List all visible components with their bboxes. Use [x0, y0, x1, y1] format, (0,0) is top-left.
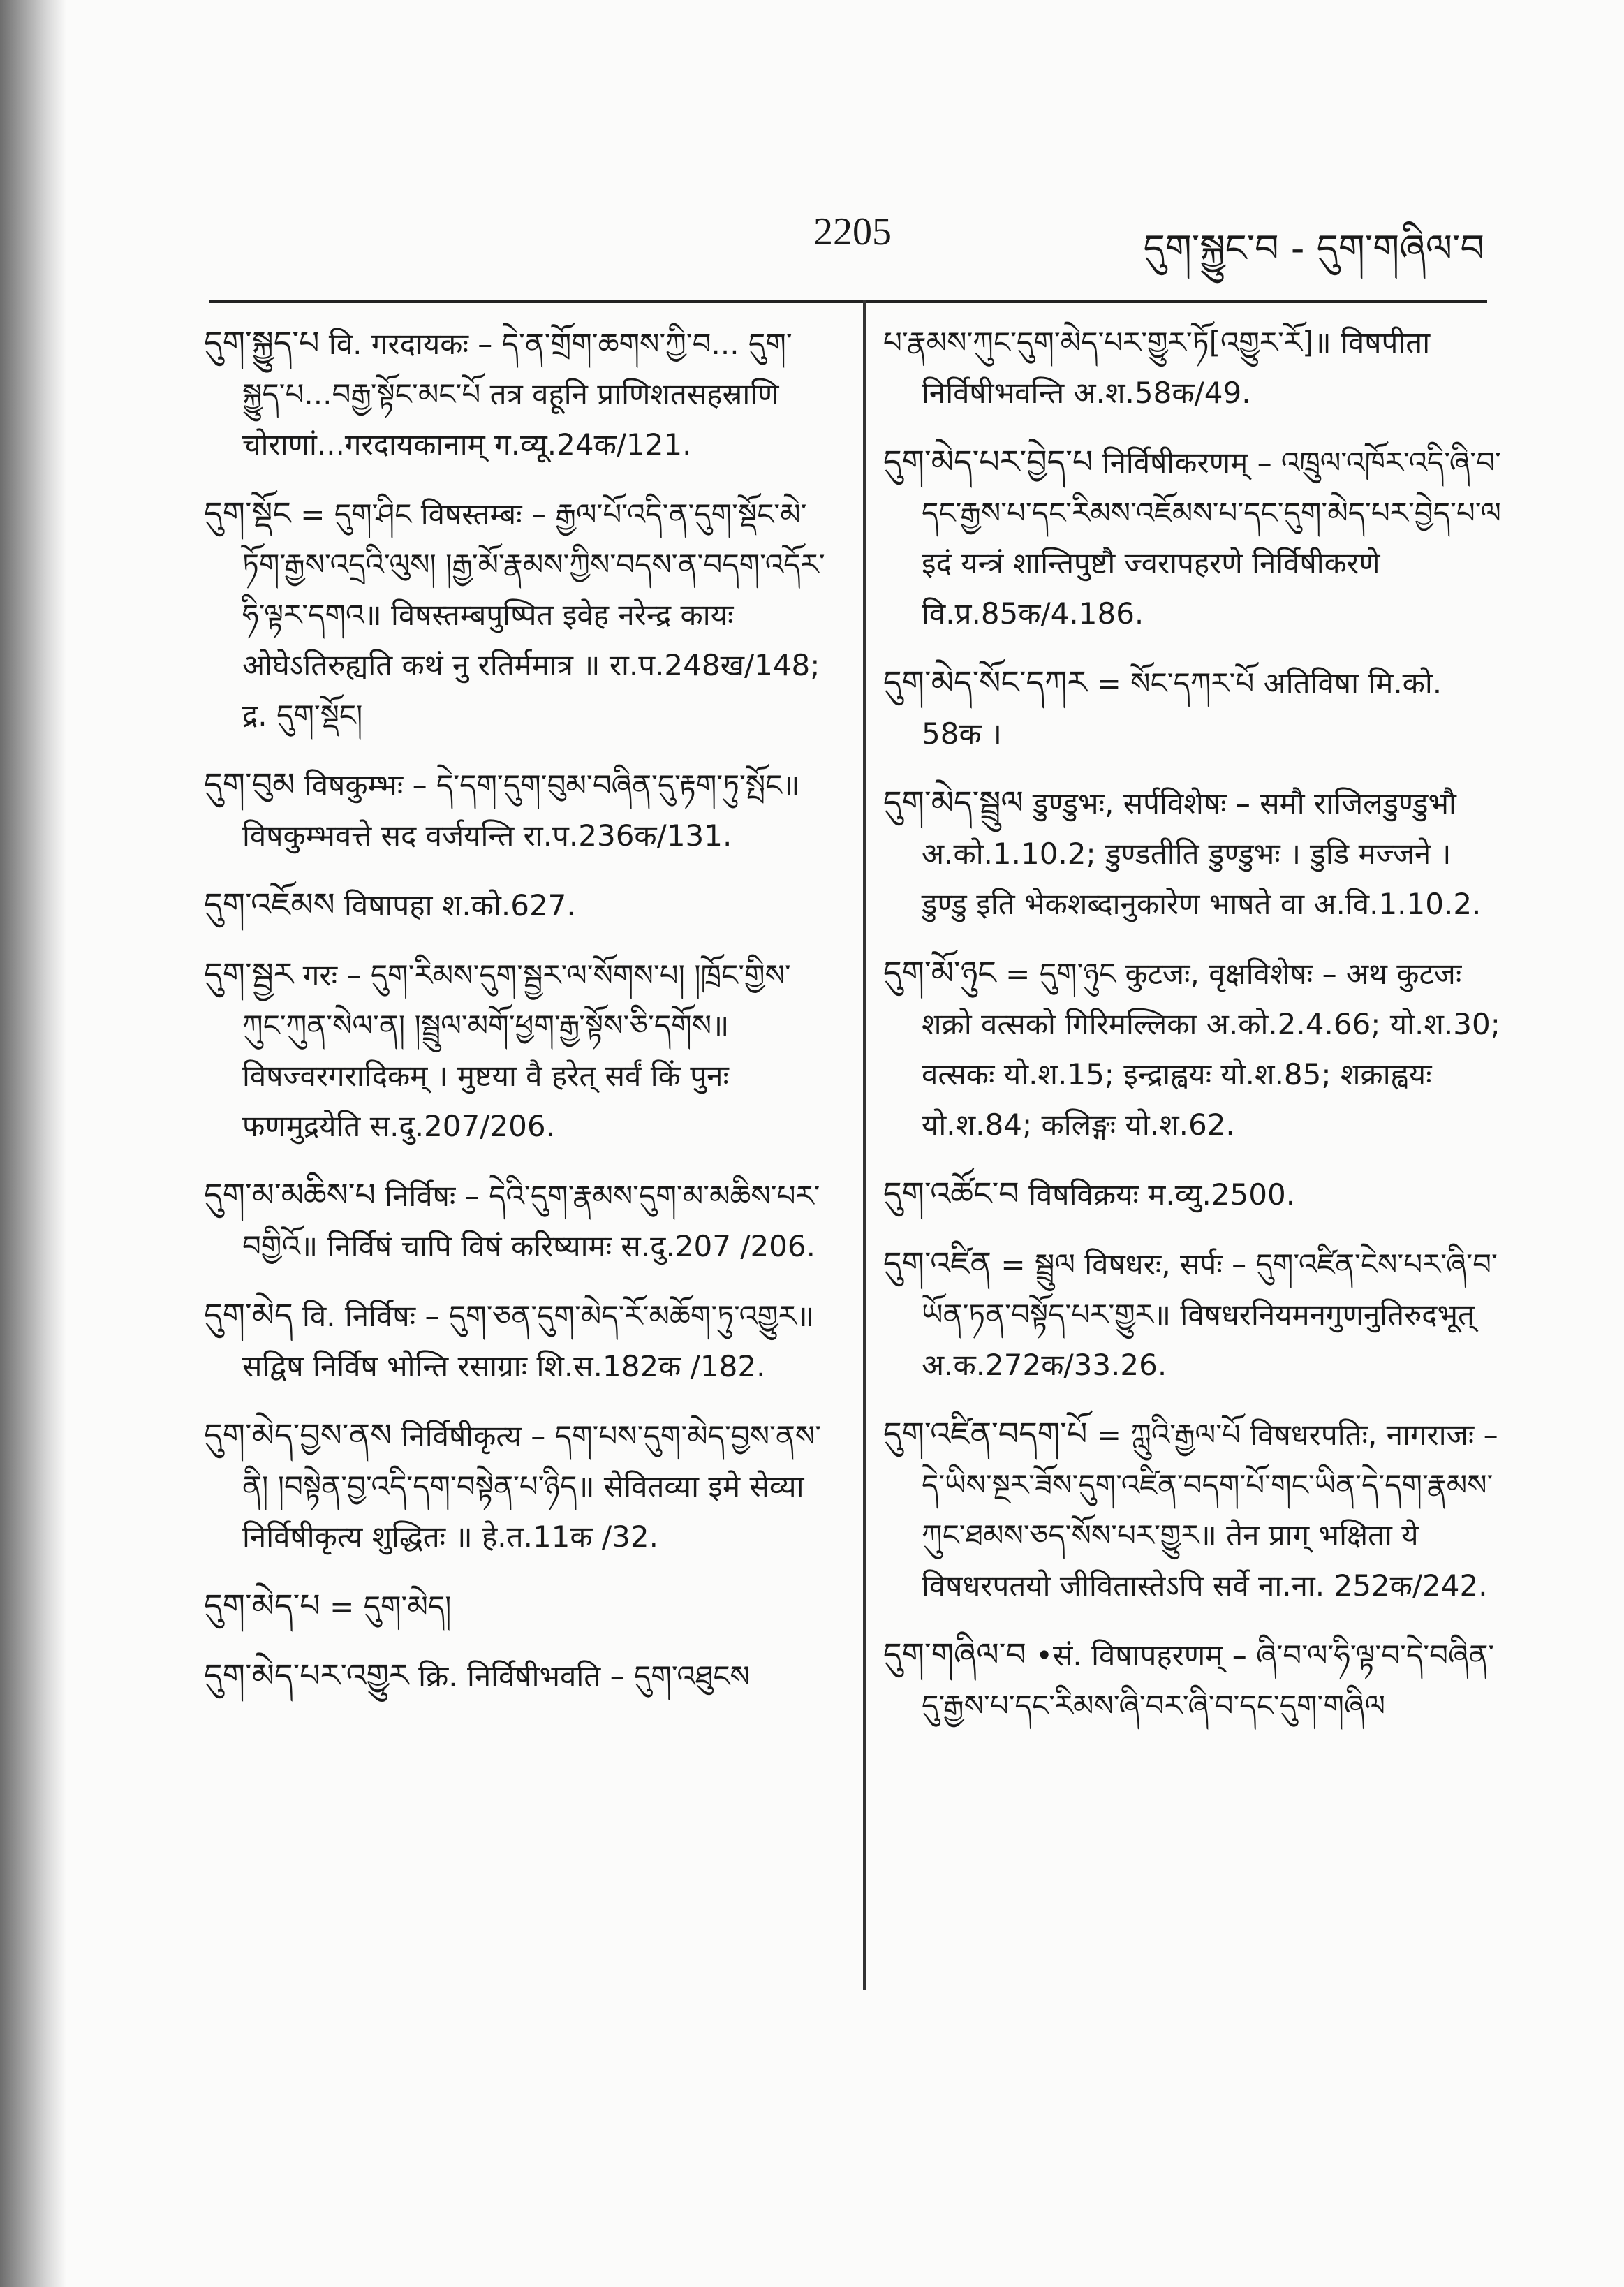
- grammar-tag: क्रि.: [418, 1659, 458, 1693]
- dictionary-entry: [883, 777, 1505, 929]
- entry-body: པ་རྣམས་ཀུང་དུག་མེད་པར་གྱུར་ཏོ[འགྱུར་རོ]॥ विषपीता निर्विषीभवन्ति अ.श.58क/49.: [883, 325, 1431, 410]
- headword: དུག་སྐྱུད་པ: [204, 324, 320, 362]
- sanskrit-equivalent: निर्विषीभवति: [466, 1659, 601, 1693]
- grammar-tag: = ཀླུའི་རྒྱལ་པོ: [1096, 1418, 1241, 1452]
- entry-body: – དེ་ན་གྲོག་ཆགས་ཀྱི་བ... དུག་སྐྱུད་པ...བརྒྱ་སྟོང་མང་པོ तत्र वहूनि प्राणिशतसहस्राणि चोराणां...गरदायकानाम् ग.व्यू.24क/121.: [242, 327, 792, 462]
- entry-body: – དེའི་དུག་རྣམས་དུག་མ་མཆིས་པར་བགྱིའོ॥ निर्विषं चापि विषं करिष्यामः स.दु.207 /206.: [242, 1179, 820, 1263]
- right-column: [883, 318, 1505, 1749]
- book-binding-edge: [0, 0, 66, 2287]
- grammar-tag: = དུག་ཉུང: [1005, 957, 1116, 991]
- headword: དུག་མེད་བྱས་ནས: [204, 1416, 392, 1454]
- sanskrit-equivalent: विषापहा: [344, 888, 433, 922]
- dictionary-entry: [204, 759, 825, 861]
- grammar-tag: = སྦྲུལ: [1001, 1247, 1075, 1281]
- headword: དུག་བུམ: [204, 765, 295, 803]
- dictionary-entry: [204, 1580, 825, 1632]
- headword: དུག་སྦྱར: [204, 955, 294, 993]
- entry-body: – དུག་འཐུངས: [610, 1659, 750, 1693]
- sanskrit-equivalent: अतिविषा: [1263, 666, 1359, 700]
- headword: དུག་མ་མཆིས་པ: [204, 1176, 376, 1214]
- header-rule: [209, 300, 1487, 303]
- sanskrit-equivalent: विषधरः, सर्पः: [1084, 1247, 1223, 1281]
- sanskrit-equivalent: विषकुम्भः: [304, 768, 404, 802]
- dictionary-entry: [204, 318, 825, 470]
- grammar-tag: = སོང་དཀར་པོ: [1096, 666, 1255, 700]
- sanskrit-equivalent: निर्विषः: [385, 1179, 456, 1213]
- entry-body: मि.को. 58क ।: [922, 666, 1442, 751]
- headword: དུག་སྡོང: [204, 494, 291, 532]
- dictionary-entry: [883, 948, 1505, 1150]
- sanskrit-equivalent: डुण्डुभः, सर्पविशेषः: [1033, 786, 1227, 821]
- dictionary-entry: [883, 1168, 1505, 1220]
- headword: དུག་མོ་ཉུང: [883, 954, 996, 992]
- sanskrit-equivalent: निर्विषः: [344, 1299, 416, 1333]
- grammar-tag: •सं.: [1035, 1638, 1082, 1672]
- entry-body: – དེ་ཡིས་སྔར་ཟོས་དུག་འཛིན་བདག་པོ་གང་ཡིན་དེ་དག་རྣམས་ཀུང་ཐམས་ཅད་སོས་པར་གྱུར॥ तेन प्राग् भक्षिता ये विषधरपतयो जीवितास्तेऽपि सर्वे ना.ना. 252क/242.: [922, 1418, 1498, 1603]
- grammar-tag: वि.: [328, 327, 362, 361]
- page-number: 2205: [813, 210, 892, 253]
- cross-reference: = དུག་མེད།: [330, 1589, 452, 1624]
- dictionary-entry: [204, 1170, 825, 1272]
- headword: དུག་འཛིན: [883, 1244, 992, 1282]
- dictionary-entry: [883, 318, 1505, 418]
- entry-body: – དུག་རིམས་དུག་སྦྱར་ལ་སོགས་པ། །ཁྲོང་གྱིས་ཀུང་ཀུན་སེལ་ན། །སྦྲུལ་མགོ་ཕྱག་རྒྱ་སྟོས་ཅི་དགོས॥ विषज्वरगरादिकम् । मुष्टया वै हरेत् सर्वं किं पुनः फणमुद्रयेति स.दु.207/206.: [242, 958, 791, 1143]
- dictionary-entry: [883, 1409, 1505, 1611]
- headword: དུག་མེད་སྦྲུལ: [883, 784, 1024, 821]
- headword: དུག་འཛིན་བདག་པོ: [883, 1415, 1088, 1453]
- dictionary-entry: [883, 657, 1505, 759]
- sanskrit-equivalent: निर्विषीकृत्य: [401, 1419, 522, 1453]
- running-head: དུག་སྐྱུང་བ - དུག་གཞིལ་བ: [1143, 226, 1484, 270]
- headword: དུག་གཞིལ་བ: [883, 1635, 1026, 1673]
- sanskrit-equivalent: विषविक्रयः: [1028, 1177, 1139, 1212]
- grammar-tag: वि.: [302, 1299, 336, 1333]
- entry-body: – འཁྲུལ་འཁོར་འདི་ཞི་བ་དང་རྒྱས་པ་དང་རིམས་འཇོམས་པ་དང་དུག་མེད་པར་བྱེད་པ་ལ इदं यन्त्रं शान्तिपुष्टौ ज्वरापहरणे निर्विषीकरणे वि.प्र.85क/4.186.: [922, 446, 1501, 631]
- sanskrit-equivalent: विषधरपतिः, नागराजः: [1250, 1418, 1475, 1452]
- entry-body: – དག་པས་དུག་མེད་བྱས་ནས་ནི། །བསྟེན་བྱ་འདི་དག་བསྟེན་པ་ཉིད॥ सेवितव्या इमे सेव्या निर्विषीकृत्य शुद्धितः ॥ हे.त.11क /32.: [242, 1419, 822, 1554]
- dictionary-entry: [204, 879, 825, 931]
- entry-body: – समौ राजिलडुण्डुभौ अ.को.1.10.2; डुण्डतीति डुण्डुभः । डुडि मज्जने । डुण्डु इति भेकशब्दानुकारेण भाषते वा अ.वि.1.10.2.: [922, 786, 1482, 921]
- entry-body: म.व्यु.2500.: [1148, 1177, 1296, 1212]
- dictionary-entry: [883, 1238, 1505, 1390]
- dictionary-entry: [204, 1290, 825, 1392]
- headword: དུག་མེད་པ: [204, 1587, 320, 1624]
- sanskrit-equivalent: विषापहरणम्: [1091, 1638, 1223, 1672]
- headword: དུག་མེད: [204, 1296, 293, 1334]
- dictionary-entry: [204, 1410, 825, 1562]
- dictionary-entry: [883, 436, 1505, 639]
- headword: དུག་འཚོང་བ: [883, 1175, 1019, 1212]
- headword: དུག་འཇོམས: [204, 885, 335, 923]
- column-divider: [863, 300, 866, 1990]
- entry-body: – དུག་ཅན་དུག་མེད་རོ་མཆོག་ཏུ་འགྱུར॥ सद्विष निर्विष भोन्ति रसाग्राः शि.स.182क /182.: [242, 1299, 814, 1383]
- grammar-tag: = དུག་ཤིང: [300, 497, 412, 531]
- sanskrit-equivalent: गरः: [302, 958, 338, 992]
- sanskrit-equivalent: निर्विषीकरणम्: [1102, 446, 1248, 480]
- dictionary-entry: [204, 488, 825, 741]
- dictionary-entry: [204, 949, 825, 1152]
- sanskrit-equivalent: विषस्तम्बः: [420, 497, 522, 531]
- entry-body: – རྒྱལ་པོ་འདི་ན་དུག་སྡོང་མེ་ཏོག་རྒྱས་འདྲའི་ལུས། །རྒྱ་མོ་རྣམས་ཀྱིས་བདས་ན་བདག་འདོར་ཧི་ལྟར་དགའ॥ विषस्तम्बपुष्पित इवेह नरेन्द्र कायः ओघेऽतिरुह्यति कथं नु रतिर्ममात्र ॥ रा.प.248ख/148; द्र. དུག་སྡོང།: [242, 497, 825, 733]
- left-column: [204, 318, 825, 1720]
- sanskrit-equivalent: कुटजः, वृक्षविशेषः: [1125, 957, 1313, 991]
- headword: དུག་མེད་པར་བྱེད་པ: [883, 443, 1093, 480]
- headword: དུག་མེད་པར་འགྱུར: [204, 1656, 409, 1694]
- headword: དུག་མེད་སོང་དཀར: [883, 663, 1088, 701]
- entry-body: – अथ कुटजः शक्रो वत्सको गिरिमल्लिका अ.को.2.4.66; यो.श.30; वत्सकः यो.श.15; इन्द्राह्वयः यो.श.85; शक्राह्वयः यो.श.84; कलिङ्गः यो.श.62.: [922, 957, 1500, 1142]
- entry-body: – དེ་དག་དུག་བུམ་བཞིན་དུ་རྟག་ཏུ་སྤོང॥ विषकुम्भवत्ते सद वर्जयन्ति रा.प.236क/131.: [242, 768, 800, 853]
- dictionary-entry: [883, 1629, 1505, 1731]
- dictionary-entry: [204, 1650, 825, 1702]
- entry-body: श.को.627.: [441, 888, 576, 922]
- entry-body: – ཞི་བ་ལ་ཧི་ལྟ་བ་དེ་བཞིན་དུ་རྒྱས་པ་དང་རིམས་ཞི་བར་ཞི་བ་དང་དུག་གཞིལ: [922, 1638, 1495, 1723]
- entry-body: – དུག་འཛིན་ངེས་པར་ཞི་བ་ཡོན་ཏན་བསྟོད་པར་གྱུར॥ विषधरनियमनगुणनुतिरुदभूत् अ.क.272क/33.26.: [922, 1247, 1498, 1382]
- sanskrit-equivalent: गरदायकः: [371, 327, 468, 361]
